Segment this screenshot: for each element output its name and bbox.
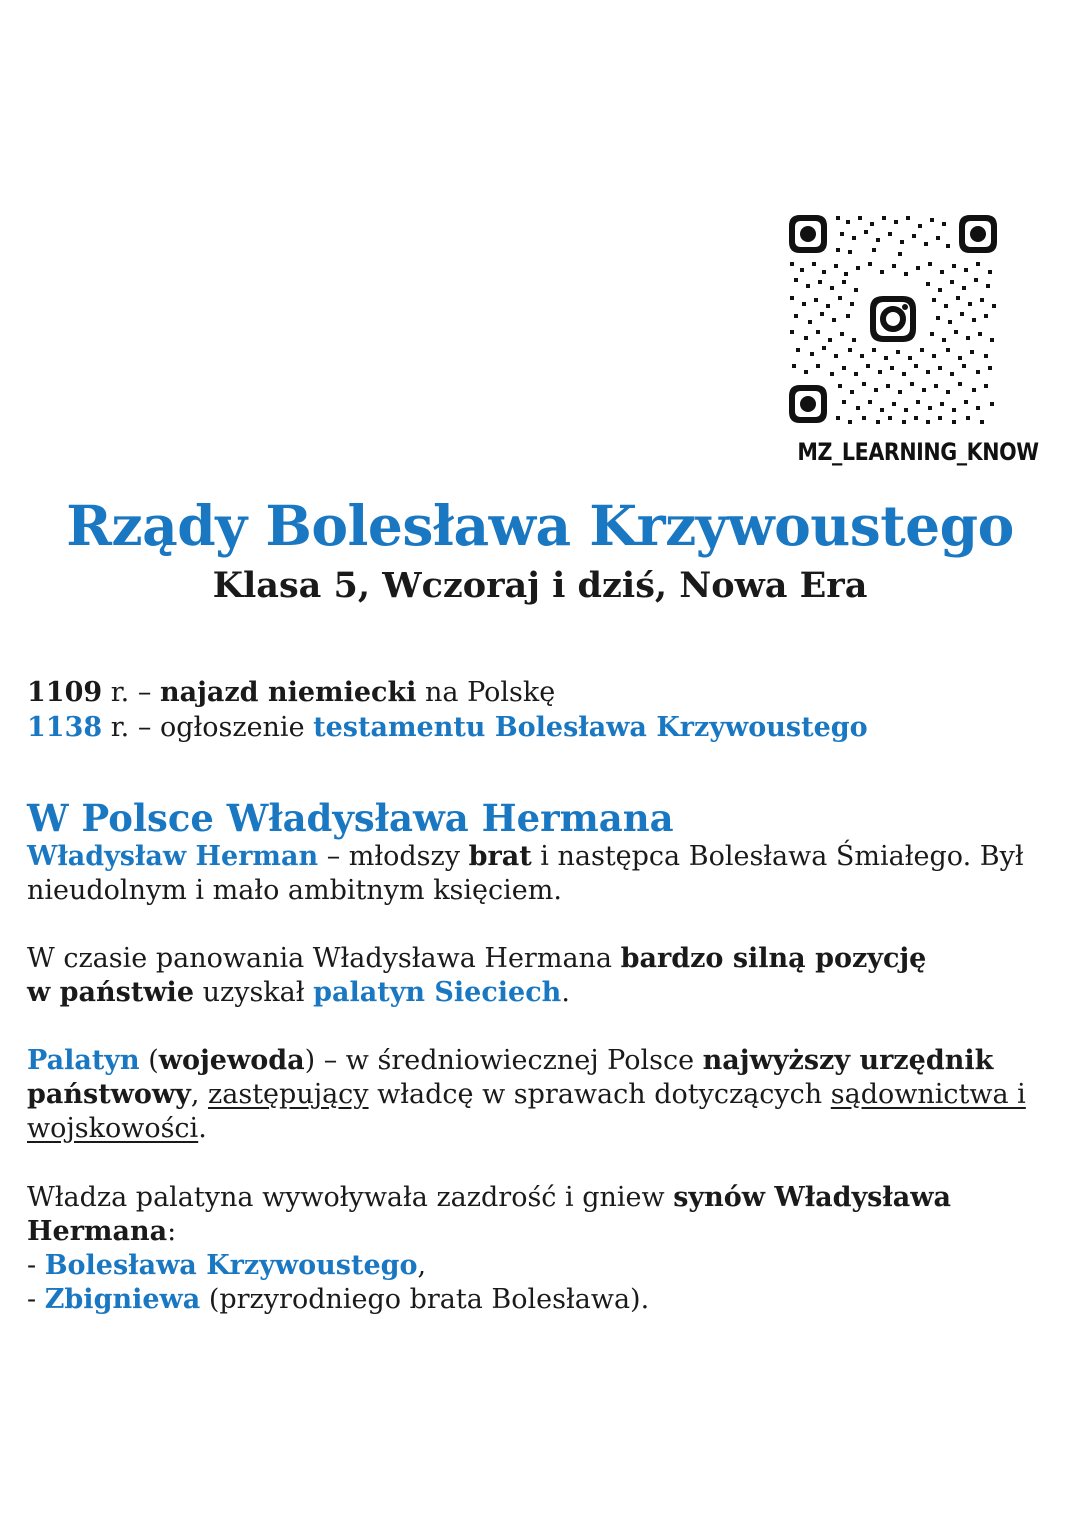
- paragraph-3-line-3: wojskowości.: [27, 1113, 207, 1144]
- instagram-qr-watermark: [782, 212, 1039, 466]
- paragraph-1-line-1: Władysław Herman – młodszy brat i następca Bolesława Śmiałego. Był: [27, 841, 1024, 872]
- date-line-1109: 1109 r. – najazd niemiecki na Polskę: [27, 677, 556, 708]
- date-event-bold: testamentu Bolesława Krzywoustego: [313, 712, 868, 743]
- term-son-name: Zbigniewa: [44, 1284, 201, 1315]
- paragraph-4-line-1: Władza palatyna wywoływała zazdrość i gniew synów Władysława: [27, 1182, 951, 1213]
- date-year: 1138: [27, 712, 103, 743]
- paragraph-2-line-1: W czasie panowania Władysława Hermana bardzo silną pozycję: [27, 943, 927, 974]
- list-item: - Zbigniewa (przyrodniego brata Bolesława).: [27, 1284, 650, 1315]
- date-event-bold: najazd niemiecki: [159, 677, 417, 708]
- instagram-handle: MZ_LEARNING_KNOW: [797, 438, 1039, 466]
- list-item: - Bolesława Krzywoustego,: [27, 1250, 427, 1281]
- paragraph-1-line-2: nieudolnym i mało ambitnym księciem.: [27, 875, 562, 906]
- term-wladyslaw-herman: Władysław Herman: [27, 841, 319, 872]
- paragraph-3-line-2: państwowy, zastępujący władcę w sprawach dotyczących sądownictwa i: [27, 1079, 1026, 1110]
- paragraph-4-line-2: Hermana:: [27, 1216, 177, 1247]
- term-palatyn: Palatyn: [27, 1045, 140, 1076]
- paragraph-2-line-2: w państwie uzyskał palatyn Sieciech.: [27, 977, 570, 1008]
- page-subtitle: Klasa 5, Wczoraj i dziś, Nowa Era: [212, 565, 868, 606]
- term-son-name: Bolesława Krzywoustego: [44, 1250, 418, 1281]
- page-title: Rządy Bolesława Krzywoustego: [66, 493, 1014, 558]
- section-heading: W Polsce Władysława Hermana: [27, 796, 674, 840]
- date-year: 1109: [27, 677, 103, 708]
- term-palatyn-sieciech: palatyn Sieciech: [313, 977, 562, 1008]
- instagram-qr-code-icon: [786, 212, 1000, 426]
- date-line-1138: 1138 r. – ogłoszenie testamentu Bolesława Krzywoustego: [27, 712, 868, 743]
- paragraph-3-line-1: Palatyn (wojewoda) – w średniowiecznej Polsce najwyższy urzędnik: [27, 1045, 994, 1076]
